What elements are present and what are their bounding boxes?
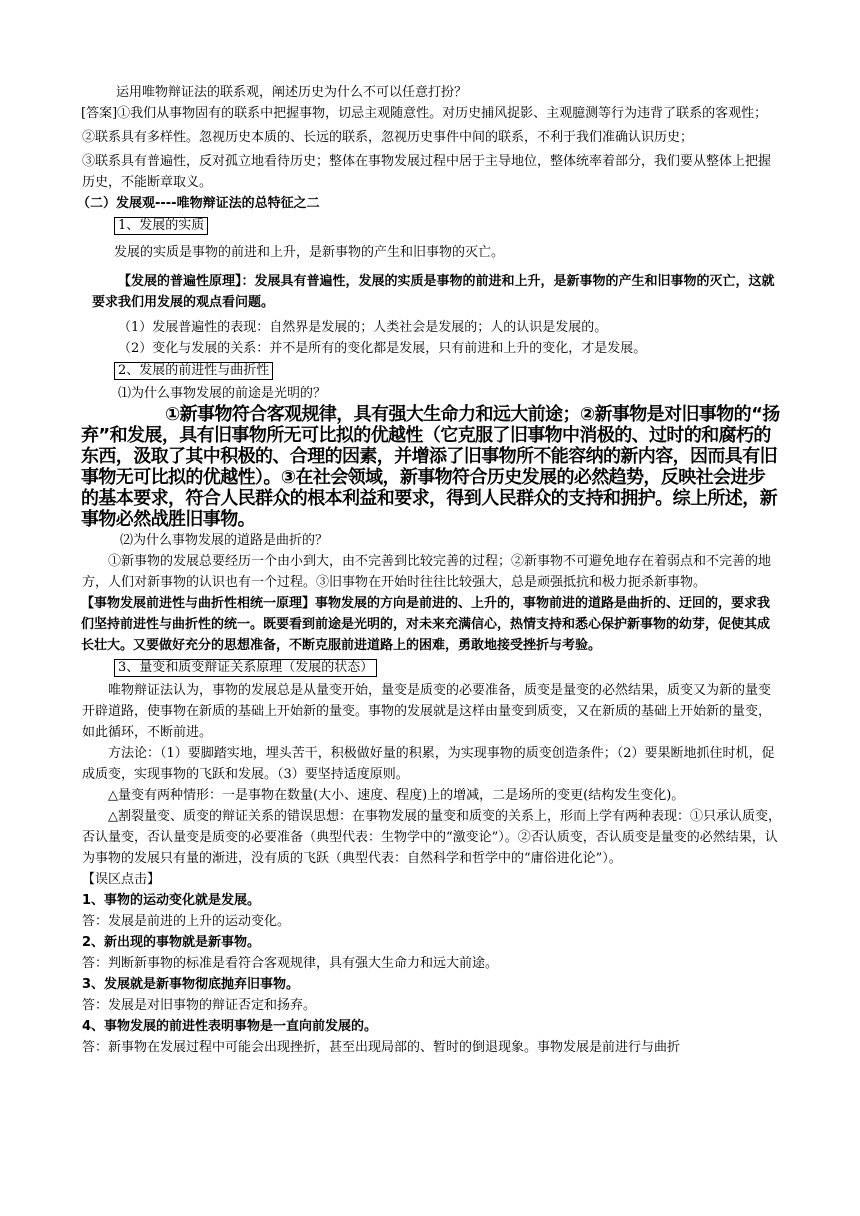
principle-progress-tortuosity: 【事物发展前进性与曲折性相统一原理】事物发展的方向是前进的、上升的，事物前进的道路是曲折的、迂回的，要求我们坚持前进性与曲折性的统一。既要看到前途是光明的，对未来充满信心，热情支持和悉心保护新事物的幼芽，促使其成长壮大。又要做好充分的思想准备，不断克服前进道路上的困难，勇敢地接受挫折与考验。 bbox=[81, 596, 771, 653]
question-2: ⑵为什么事物发展的道路是曲折的？ bbox=[120, 533, 329, 548]
methodology: 方法论：（1）要脚踏实地，埋头苦干，积极做好量的积累，为实现事物的质变创造条件；（2）要果断地抓住时机，促成质变，实现事物的飞跃和发展。（3）要坚持适度原则。 bbox=[82, 746, 775, 782]
misconception-2: 2、新出现的事物就是新事物。 bbox=[82, 935, 261, 950]
point-1: （1）发展普遍性的表现：自然界是发展的；人类社会是发展的；人的认识是发展的。 bbox=[118, 320, 608, 335]
answer-tag: [答案] bbox=[81, 106, 118, 121]
point-2: （2）变化与发展的关系：并不是所有的变化都是发展，只有前进和上升的变化，才是发展。 bbox=[118, 341, 647, 356]
subsection-1-text: 发展的实质是事物的前进和上升，是新事物的产生和旧事物的灭亡。 bbox=[114, 245, 505, 260]
triangle-note-1: △量变有两种情形：一是事物在数量(大小、速度、程度)上的增减，二是场所的变更(结构发生变化)。 bbox=[108, 788, 685, 803]
section-title: （二）发展观----唯物辩证法的总特征之二 bbox=[77, 196, 320, 211]
principle-universality: 【发展的普遍性原理】：发展具有普遍性，发展的实质是事物的前进和上升，是新事物的产生和旧事物的灭亡，这就要求我们用发展的观点看问题。 bbox=[92, 274, 775, 310]
subsection-1-title: 1、发展的实质 bbox=[114, 217, 208, 235]
subsection-3-title: 3、量变和质变辩证关系原理（发展的状态） bbox=[114, 659, 377, 677]
triangle-note-2: △割裂量变、质变的辩证关系的错误思想：在事物发展的量变和质变的关系上，形而上学有两种表现：①只承认质变，否认量变，否认量变是质变的必要准备（典型代表：生物学中的“激变论”）。②否认质变，否认质变是量变的必然结果，认为事物的发展只有量的渐进，没有质的飞跃（典型代表：自然科学和哲学中的“庸俗进化论”）。 bbox=[82, 809, 781, 866]
question-2-answer: ①新事物的发展总要经历一个由小到大，由不完善到比较完善的过程；②新事物不可避免地存在着弱点和不完善的地方，人们对新事物的认识也有一个过程。③旧事物在开始时往往比较强大，总是顽强抵抗和极力扼杀新事物。 bbox=[82, 554, 772, 590]
answer-paragraph-3: ③联系具有普遍性，反对孤立地看待历史；整体在事物发展过程中居于主导地位，整体统率着部分，我们要从整体上把握历史，不能断章取义。 bbox=[82, 154, 772, 190]
misconception-1: 1、事物的运动变化就是发展。 bbox=[82, 893, 261, 908]
subsection-3-text: 唯物辩证法认为，事物的发展总是从量变开始，量变是质变的必要准备，质变是量变的必然结果，质变又为新的量变开辟道路，使事物在新质的基础上开始新的量变。事物的发展就是这样由量变到质变，又在新质的基础上开始新的量变，如此循环，不断前进。 bbox=[82, 683, 772, 740]
question-1-answer bbox=[81, 404, 782, 530]
answer-paragraph-1 bbox=[81, 103, 782, 124]
subsection-1-heading bbox=[82, 214, 782, 238]
misconceptions-title: 【误区点击】 bbox=[82, 872, 161, 887]
misconception-3: 3、发展就是新事物彻底抛弃旧事物。 bbox=[82, 977, 300, 992]
answer-1-text: ①我们从事物固有的联系中把握事物，切忌主观随意性。对历史捕风捉影、主观臆测等行为违背了联系的客观性； bbox=[117, 106, 768, 121]
answer-paragraph-2: ②联系具有多样性。忽视历史本质的、长远的联系，忽视历史事件中间的联系，不利于我们准确认识历史； bbox=[82, 130, 694, 145]
misconception-2-answer: 答：判断新事物的标准是看符合客观规律，具有强大生命力和远大前途。 bbox=[82, 956, 499, 971]
misconception-1-answer: 答：发展是前进的上升的运动变化。 bbox=[82, 914, 291, 929]
misconception-4: 4、事物发展的前进性表明事物是一直向前发展的。 bbox=[82, 1019, 378, 1034]
subsection-3-heading bbox=[82, 656, 782, 680]
subsection-2-heading bbox=[82, 359, 782, 383]
document-page bbox=[77, 82, 782, 1058]
misconception-4-answer: 答：新事物在发展过程中可能会出现挫折，甚至出现局部的、暂时的倒退现象。事物发展是前进行与曲折 bbox=[82, 1040, 681, 1055]
question: 运用唯物辩证法的联系观，阐述历史为什么不可以任意打扮？ bbox=[116, 85, 468, 100]
question-1-answer-text: ①新事物符合客观规律，具有强大生命力和远大前途；②新事物是对旧事物的“扬弃”和发展，具有旧事物所无可比拟的优越性（它克服了旧事物中消极的、过时的和腐朽的东西，汲取了其中积极的、合理的因素，并增添了旧事物所不能容纳的新内容，因而具有旧事物无可比拟的优越性）。③在社会领域，新事物符合历史发展的必然趋势，反映社会进步的基本要求，符合人民群众的根本利益和要求，得到人民群众的支持和拥护。综上所述，新事物必然战胜旧事物。 bbox=[81, 404, 780, 530]
misconception-3-answer: 答：发展是对旧事物的辩证否定和扬弃。 bbox=[82, 998, 317, 1013]
subsection-2-title: 2、发展的前进性与曲折性 bbox=[114, 362, 273, 380]
question-1: ⑴为什么事物发展的前途是光明的？ bbox=[118, 386, 327, 401]
